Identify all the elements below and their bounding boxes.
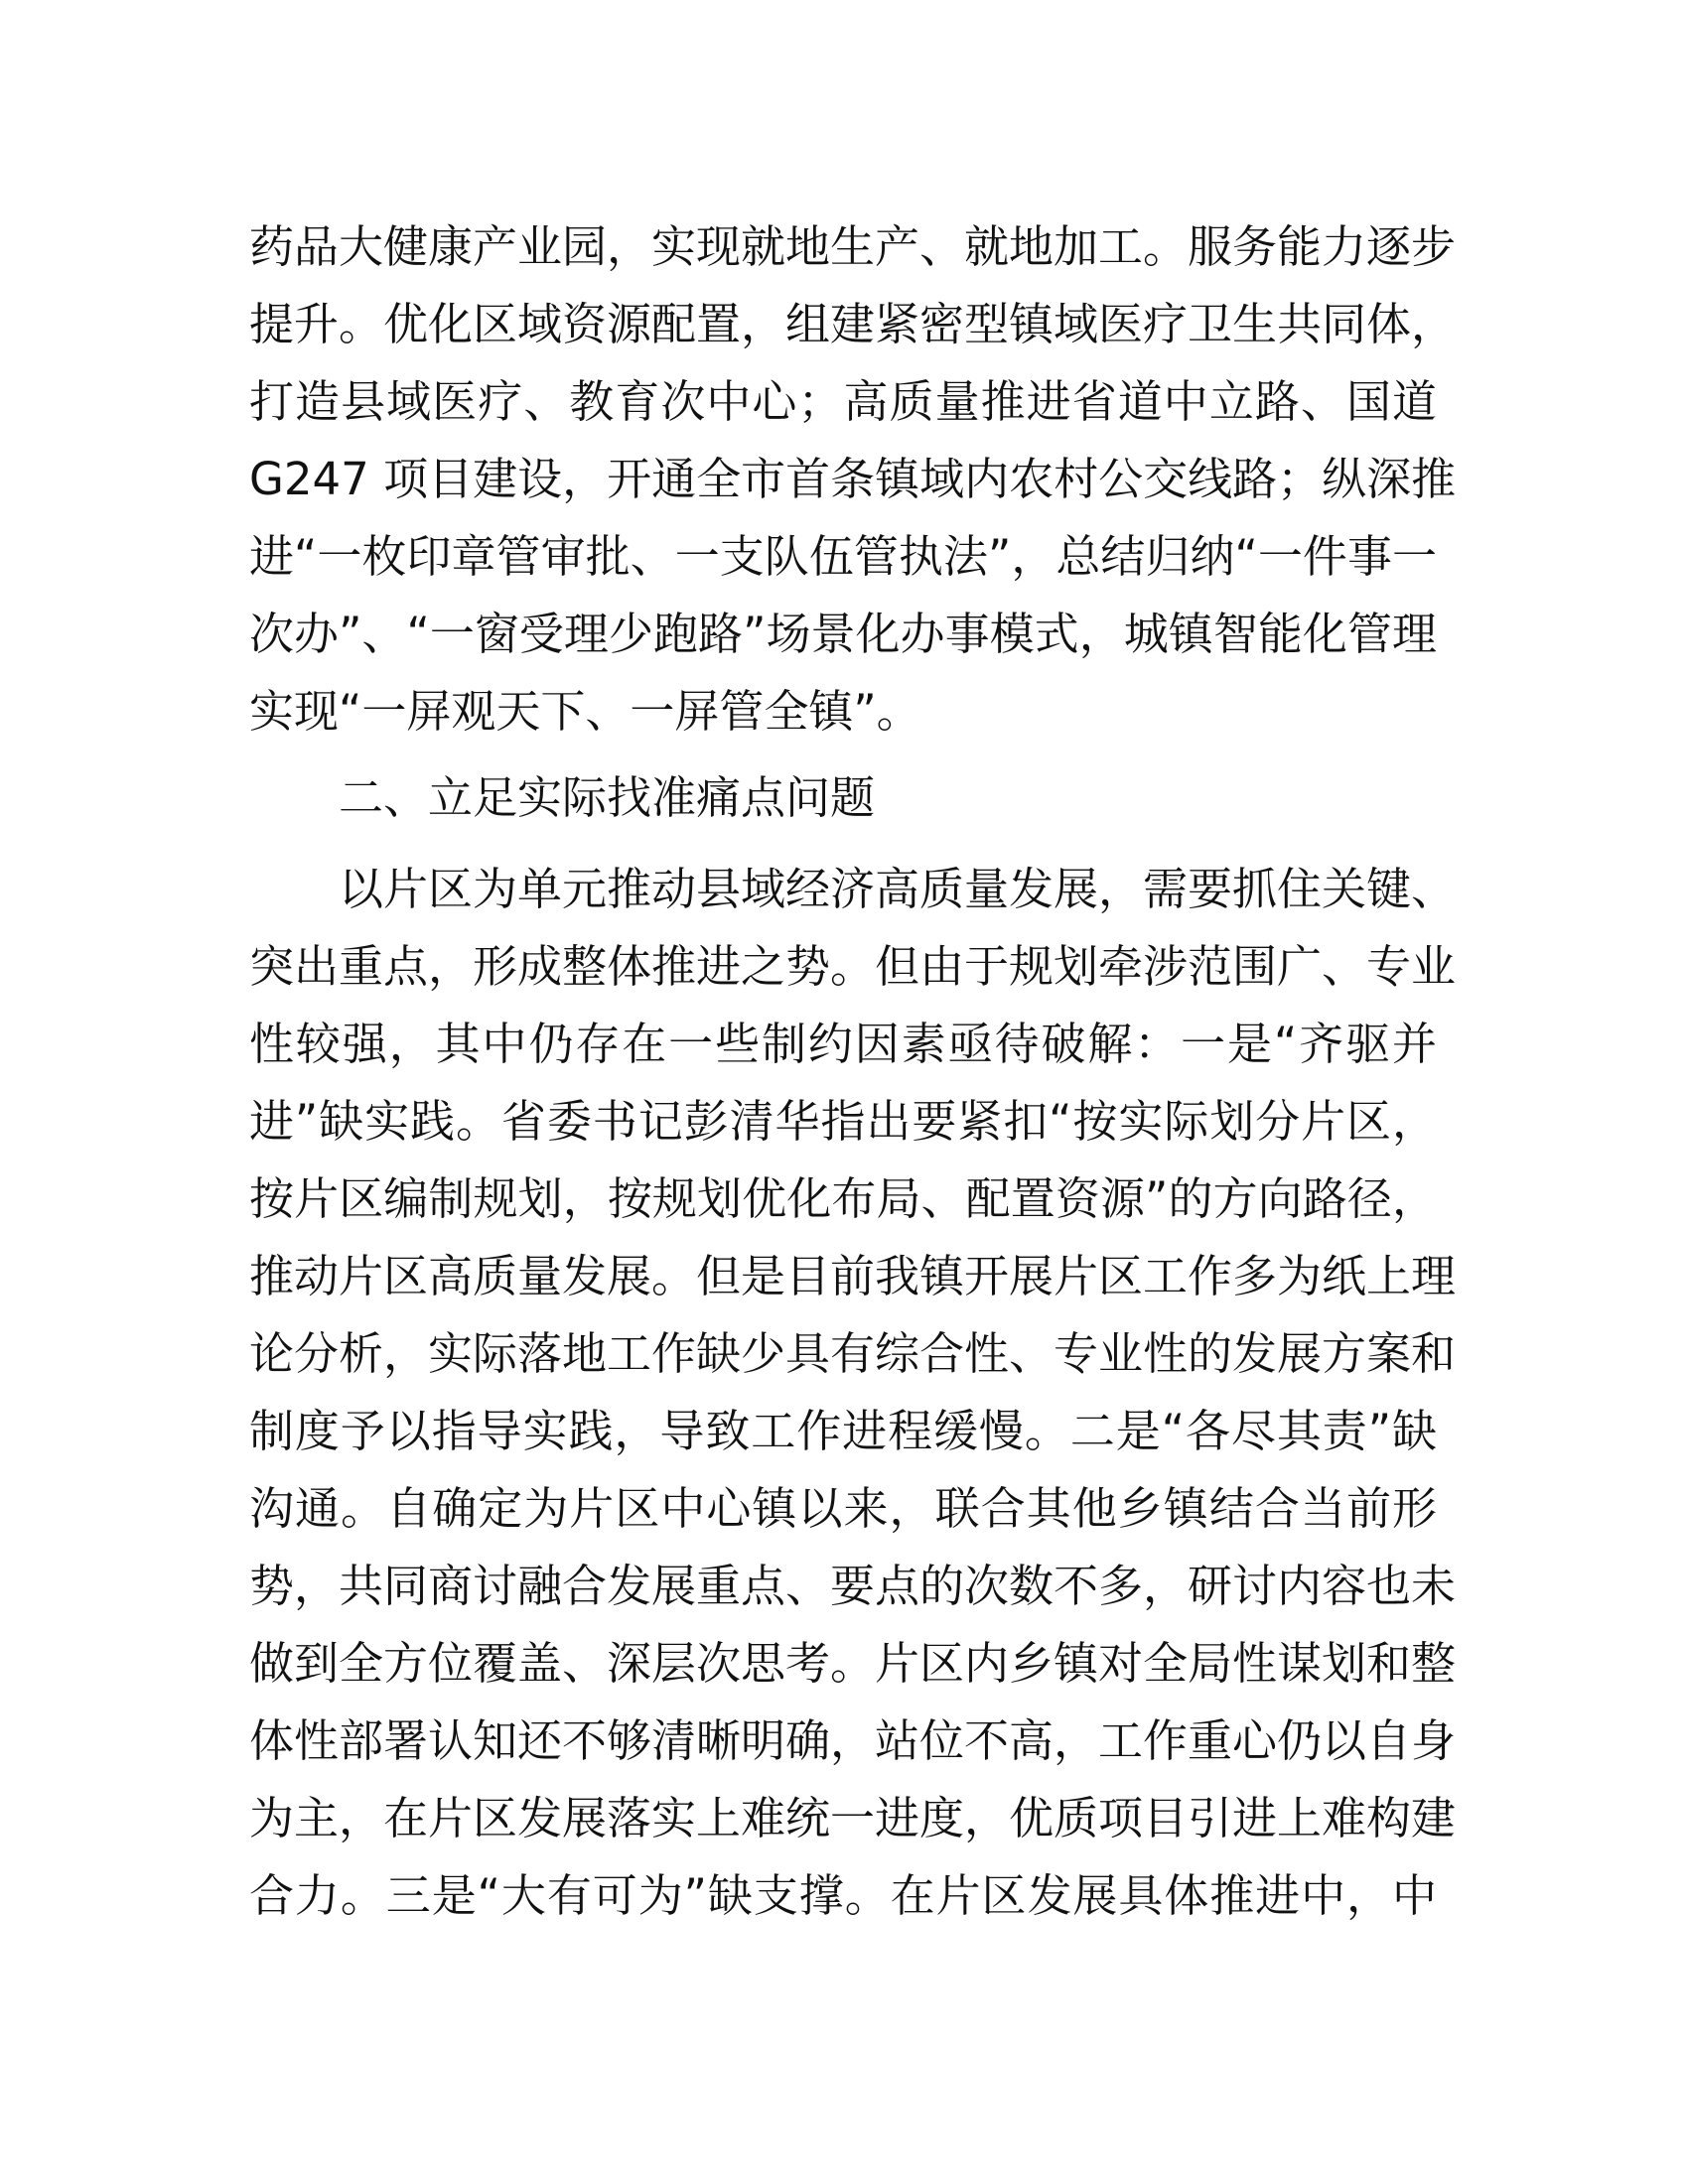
paragraph-problems bbox=[249, 851, 1457, 1935]
text-line: 做到全方位覆盖、深层次思考。片区内乡镇对全局性谋划和整 bbox=[249, 1637, 1457, 1690]
text-line: 实现“一屏观天下、一屏管全镇”。 bbox=[249, 685, 921, 738]
text-line: 以片区为单元推动县域经济高质量发展，需要抓住关键、 bbox=[339, 863, 1457, 915]
text-line: 打造县域医疗、教育次中心；高质量推进省道中立路、国道 bbox=[249, 375, 1437, 428]
text-line: 提升。优化区域资源配置，组建紧密型镇域医疗卫生共同体， bbox=[249, 298, 1457, 350]
text-line: 为主，在片区发展落实上难统一进度，优质项目引进上难构建 bbox=[249, 1792, 1457, 1844]
section-heading bbox=[249, 759, 1437, 837]
text-line: 论分析，实际落地工作缺少具有综合性、专业性的发展方案和 bbox=[249, 1327, 1457, 1380]
text-line: 合力。三是“大有可为”缺支撑。在片区发展具体推进中，中 bbox=[249, 1869, 1437, 1922]
paragraph-continued bbox=[249, 208, 1457, 751]
section-heading-text: 二、立足实际找准痛点问题 bbox=[339, 771, 876, 824]
text-line: 按片区编制规划，按规划优化布局、配置资源”的方向路径， bbox=[249, 1172, 1437, 1225]
text-line: 进“一枚印章管审批、一支队伍管执法”，总结归纳“一件事一 bbox=[249, 530, 1437, 583]
text-line: 次办”、“一窗受理少跑路”场景化办事模式，城镇智能化管理 bbox=[249, 608, 1437, 660]
text-line: 制度予以指导实践，导致工作进程缓慢。二是“各尽其责”缺 bbox=[249, 1405, 1437, 1457]
text-line: 药品大健康产业园，实现就地生产、就地加工。服务能力逐步 bbox=[249, 220, 1457, 273]
text-line: 推动片区高质量发展。但是目前我镇开展片区工作多为纸上理 bbox=[249, 1250, 1457, 1302]
text-line: 突出重点，形成整体推进之势。但由于规划牵涉范围广、专业 bbox=[249, 940, 1457, 993]
text-line: 进”缺实践。省委书记彭清华指出要紧扣“按实际划分片区， bbox=[249, 1095, 1437, 1148]
text-line: G247 项目建设，开通全市首条镇域内农村公交线路；纵深推 bbox=[249, 453, 1457, 505]
text-line: 体性部署认知还不够清晰明确，站位不高，工作重心仍以自身 bbox=[249, 1714, 1457, 1767]
text-line: 势，共同商讨融合发展重点、要点的次数不多，研讨内容也未 bbox=[249, 1560, 1457, 1612]
text-line: 沟通。自确定为片区中心镇以来，联合其他乡镇结合当前形 bbox=[249, 1482, 1437, 1535]
text-line: 性较强，其中仍存在一些制约因素亟待破解：一是“齐驱并 bbox=[249, 1018, 1437, 1070]
